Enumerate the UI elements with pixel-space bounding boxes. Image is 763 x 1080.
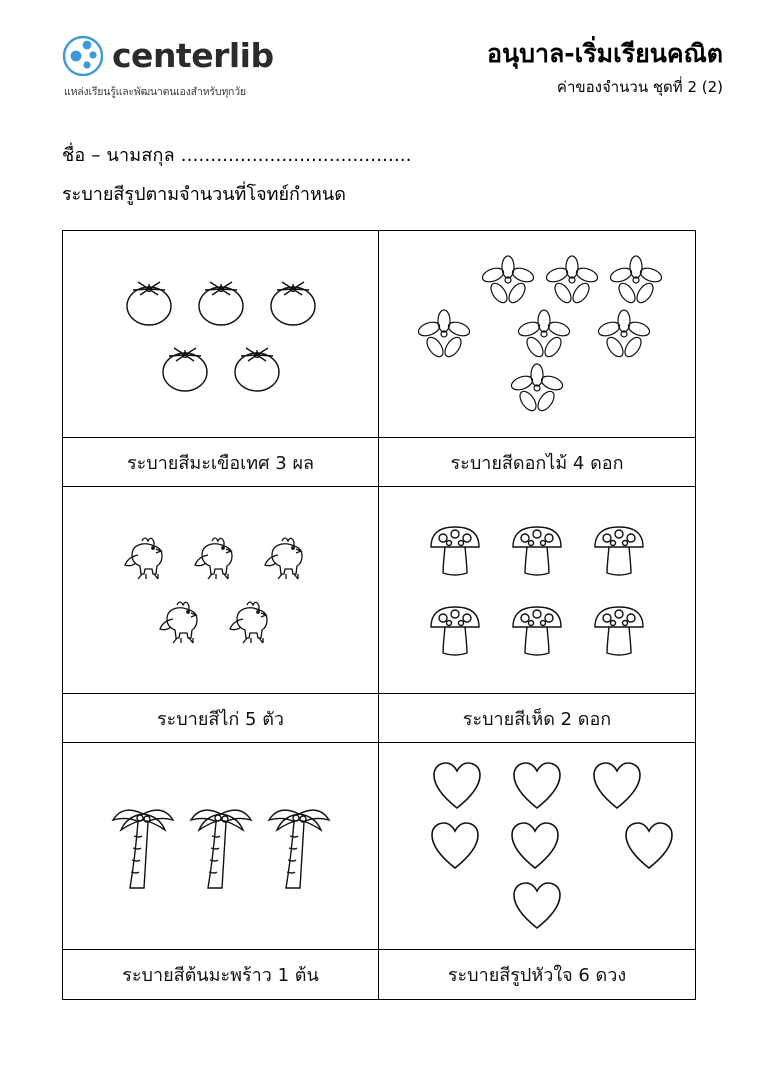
caption-coconut-trees: ระบายสีต้นมะพร้าว 1 ต้น: [122, 965, 319, 986]
mushroom-icon: [507, 599, 567, 661]
coconut-tree-icon: [263, 796, 335, 896]
brand-tagline: แหล่งเรียนรู้และพัฒนาตนเองสำหรับทุกวัย: [64, 86, 246, 98]
worksheet-row: [63, 231, 695, 487]
mushroom-icon: [425, 519, 485, 581]
worksheet-cell-chickens: [63, 487, 379, 743]
tomato-picture-area: [63, 231, 378, 438]
mushroom-icon: [507, 519, 567, 581]
caption-mushrooms: ระบายสีเห็ด 2 ดอก: [379, 694, 695, 743]
tomato-icon: [226, 336, 288, 398]
tomato-icon: [154, 336, 216, 398]
rooster-icon: [190, 529, 252, 587]
flower-icon: [415, 308, 473, 360]
heart-icon: [590, 760, 644, 812]
rooster-icon: [225, 593, 287, 651]
flower-icon: [508, 362, 566, 414]
coconut-tree-icon: [185, 796, 257, 896]
rooster-icon: [155, 593, 217, 651]
brand-row: [62, 34, 274, 76]
tomato-icon: [190, 270, 252, 332]
caption-flowers: ระบายสีดอกไม้ 4 ดอก: [379, 438, 695, 487]
rooster-icon: [260, 529, 322, 587]
title-block: [487, 34, 723, 99]
heart-icon: [510, 760, 564, 812]
worksheet-grid: [62, 230, 696, 1000]
flower-icon: [479, 254, 537, 306]
worksheet-cell-mushrooms: [379, 487, 695, 743]
mushroom-icon: [589, 599, 649, 661]
brand-logo: [62, 34, 274, 100]
instruction-text: ระบายสีรูปตามจำนวนที่โจทย์กำหนด: [62, 184, 346, 205]
flower-icon: [607, 254, 665, 306]
rooster-icon: [120, 529, 182, 587]
flower-icon: [515, 308, 573, 360]
flower-picture-area: [379, 231, 695, 438]
page-subtitle: ค่าของจำนวน ชุดที่ 2 (2): [556, 77, 723, 96]
name-field-label[interactable]: ชื่อ – นามสกุล .......................................: [62, 145, 412, 166]
tomato-icon: [118, 270, 180, 332]
brand-name: centerlib: [112, 35, 274, 75]
heart-icon: [622, 820, 676, 872]
tomato-icon: [262, 270, 324, 332]
worksheet-row: [63, 487, 695, 743]
heart-icon: [508, 820, 562, 872]
worksheet-row: [63, 743, 695, 999]
flower-icon: [543, 254, 601, 306]
heart-icon: [510, 880, 564, 932]
worksheet-cell-tomatoes: [63, 231, 379, 487]
coconut-tree-icon: [107, 796, 179, 896]
worksheet-cell-hearts: [379, 743, 695, 999]
rooster-picture-area: [63, 487, 378, 694]
mushroom-icon: [589, 519, 649, 581]
caption-hearts: ระบายสีรูปหัวใจ 6 ดวง: [447, 965, 627, 986]
mushroom-picture-area: [379, 487, 695, 694]
heart-picture-area: [379, 743, 695, 950]
caption-chickens: ระบายสีไก่ 5 ตัว: [63, 694, 378, 743]
mushroom-icon: [425, 599, 485, 661]
worksheet-cell-coconut-trees: [63, 743, 379, 999]
coconut-tree-picture-area: [63, 743, 378, 950]
heart-icon: [430, 760, 484, 812]
heart-icon: [428, 820, 482, 872]
molecule-dots-icon: [62, 34, 104, 76]
page-title: อนุบาล-เริ่มเรียนคณิต: [486, 39, 723, 68]
form-meta: [0, 100, 763, 208]
page-header: [0, 0, 763, 100]
flower-icon: [595, 308, 653, 360]
caption-tomatoes: ระบายสีมะเขือเทศ 3 ผล: [63, 438, 378, 487]
worksheet-cell-flowers: [379, 231, 695, 487]
